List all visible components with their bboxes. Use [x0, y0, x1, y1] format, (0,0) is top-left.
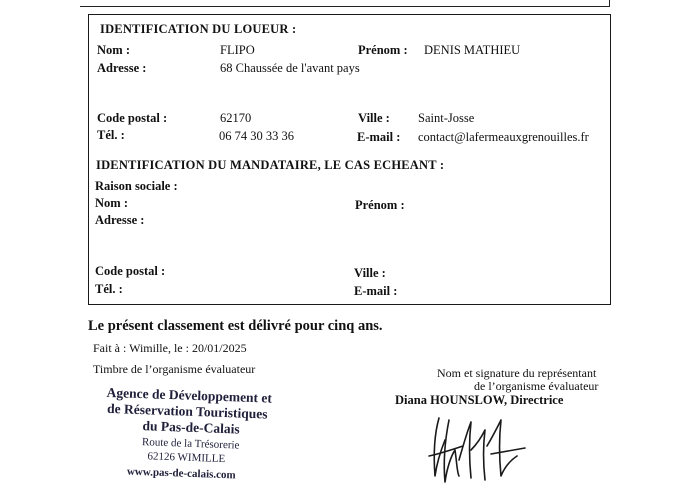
stamp-line-2: de Réservation Touristiques [106, 400, 268, 422]
fait-a-line: Fait à : Wimille, le : 20/01/2025 [93, 341, 247, 355]
mandataire-heading: IDENTIFICATION DU MANDATAIRE, LE CAS ECHEANT : [96, 158, 445, 172]
mandataire-prenom-label: Prénom : [355, 198, 405, 212]
loueur-ville-label: Ville : [358, 111, 390, 125]
signature-caption-line2: de l’organisme évaluateur [474, 379, 599, 393]
loueur-email-label: E-mail : [357, 130, 401, 144]
stamp-line-6: www.pas-de-calais.com [126, 465, 236, 482]
classement-statement: Le présent classement est délivré pour cinq ans. [88, 318, 383, 334]
loueur-prenom-label: Prénom : [358, 43, 408, 57]
timbre-label: Timbre de l’organisme évaluateur [93, 362, 256, 376]
mandataire-adresse-label: Adresse : [95, 213, 145, 227]
handwritten-signature [425, 410, 535, 490]
stamp-line-5: 62126 WIMILLE [147, 450, 226, 466]
signature-caption-line1: Nom et signature du représentant [437, 366, 597, 380]
loueur-ville-value: Saint-Josse [418, 111, 475, 125]
loueur-tel-label: Tél. : [97, 128, 125, 142]
loueur-nom-label: Nom : [97, 43, 130, 57]
mandataire-email-label: E-mail : [354, 284, 398, 298]
loueur-nom-value: FLIPO [220, 43, 255, 57]
loueur-adresse-label: Adresse : [97, 61, 147, 75]
loueur-adresse-value: 68 Chaussée de l'avant pays [220, 61, 360, 75]
signatory-name: Diana HOUNSLOW, Directrice [395, 393, 564, 407]
mandataire-nom-label: Nom : [95, 196, 128, 210]
loueur-tel-value: 06 74 30 33 36 [219, 129, 294, 143]
organisme-stamp [98, 385, 292, 501]
mandataire-cp-label: Code postal : [95, 264, 166, 278]
loueur-email-value: contact@lafermeauxgrenouilles.fr [418, 130, 589, 144]
loueur-prenom-value: DENIS MATHIEU [424, 43, 521, 57]
mandataire-raison-label: Raison sociale : [95, 179, 178, 193]
previous-section-border [80, 0, 610, 7]
stamp-line-3: du Pas-de-Calais [142, 418, 240, 437]
mandataire-ville-label: Ville : [354, 266, 386, 280]
stamp-line-4: Route de la Trésorerie [141, 436, 240, 452]
loueur-heading: IDENTIFICATION DU LOUEUR : [100, 22, 297, 36]
stamp-line-1: Agence de Développement et [106, 384, 273, 406]
loueur-cp-value: 62170 [220, 111, 252, 125]
previous-section-border-right [609, 0, 610, 6]
loueur-cp-label: Code postal : [97, 111, 168, 125]
mandataire-tel-label: Tél. : [95, 282, 123, 296]
